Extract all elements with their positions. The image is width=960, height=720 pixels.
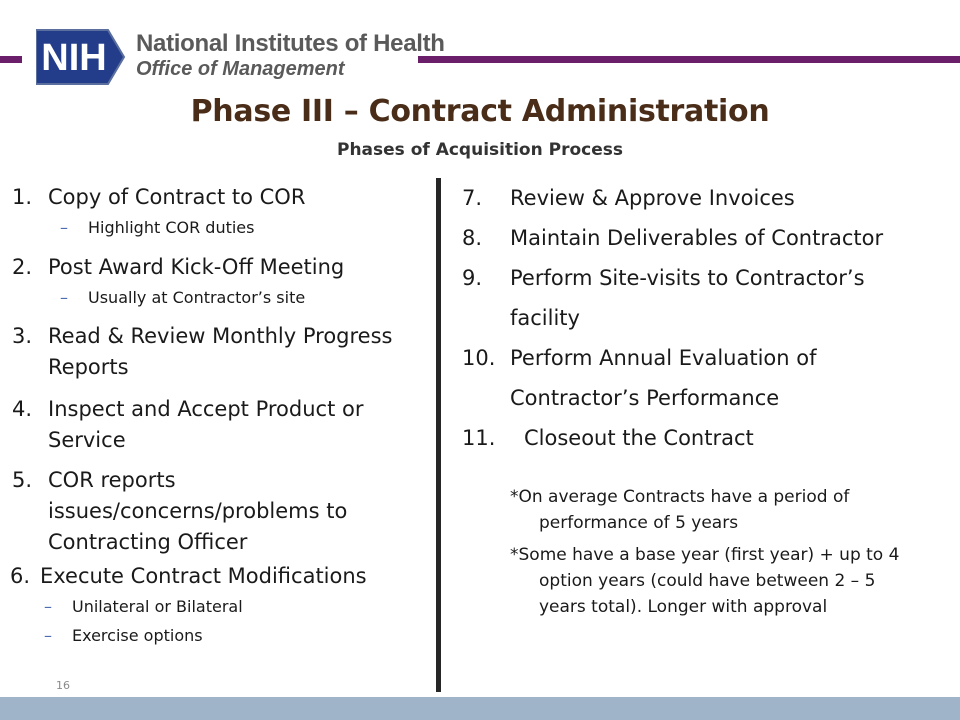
dash-bullet: – [60,288,68,307]
list-item-8 [462,218,883,258]
list-item-text: Inspect and Accept Product or [48,397,364,421]
list-item-text: Contractor’s Performance [510,386,780,410]
list-item-3 [12,321,392,383]
list-item-text: Copy of Contract to COR [48,185,306,209]
header-accent-line-left [0,56,22,63]
list-item-text: facility [510,306,580,330]
note-text: *Some have a base year (first year) + up to 4 [510,545,900,565]
page-subtitle: Phases of Acquisition Process [336,140,623,160]
dash-bullet: – [44,626,52,645]
list-item-text: Reports [48,355,129,379]
nih-logo-mark [36,28,132,86]
sub-item-text: Unilateral or Bilateral [72,597,243,616]
list-item-text: Maintain Deliverables of Contractor [510,226,884,250]
note-text: *On average Contracts have a period of [510,487,850,507]
sub-item [44,625,203,647]
sub-item [60,287,305,309]
column-divider [436,178,441,692]
list-item-text: Post Award Kick-Off Meeting [48,255,345,279]
list-item-9 [462,258,865,338]
note-base-year [510,542,899,620]
list-number: 2. [12,255,33,279]
list-number: 5. [12,468,33,492]
list-item-text: Read & Review Monthly Progress [48,324,393,348]
sub-item-text: Highlight COR duties [88,218,255,237]
note-text: performance of 5 years [539,513,739,533]
list-item-text: Contracting Officer [48,530,248,554]
sub-item [60,217,254,239]
list-item-text: Perform Site-visits to Contractor’s [510,266,865,290]
list-item-text: Execute Contract Modifications [40,564,367,588]
page-number: 16 [56,679,70,692]
page-title: Phase III – Contract Administration [190,94,770,129]
list-number: 9. [462,266,483,290]
list-item-6 [10,561,367,592]
list-number: 1. [12,185,33,209]
list-item-text: COR reports [48,468,176,492]
list-number: 3. [12,324,33,348]
org-name: National Institutes of Health [136,30,445,57]
list-number: 8. [462,226,483,250]
nih-logo-letters: NIH [41,37,107,79]
list-number: 10. [462,346,496,370]
list-item-11 [462,418,754,458]
dash-bullet: – [60,218,68,237]
nih-logo [36,28,445,88]
list-item-10 [462,338,817,418]
sub-item-text: Usually at Contractor’s site [88,288,306,307]
list-number: 6. [10,564,31,588]
header-accent-line-right [418,56,960,63]
note-average-period [510,484,849,536]
note-text: years total). Longer with approval [539,597,828,617]
list-item-2 [12,252,344,283]
list-number: 4. [12,397,33,421]
list-number: 11. [462,426,496,450]
list-item-text: Review & Approve Invoices [510,186,795,210]
sub-item-text: Exercise options [72,626,203,645]
sub-item [44,596,243,618]
list-item-text: Perform Annual Evaluation of [510,346,817,370]
list-item-text: Closeout the Contract [524,426,754,450]
list-item-text: Service [48,428,126,452]
list-item-5 [12,465,347,558]
list-item-1 [12,182,305,213]
org-subname: Office of Management [136,58,345,80]
list-item-7 [462,178,795,218]
list-item-4 [12,394,363,456]
dash-bullet: – [44,597,52,616]
list-number: 7. [462,186,483,210]
note-text: option years (could have between 2 – 5 [539,571,876,591]
list-item-text: issues/concerns/problems to [48,499,348,523]
footer-bar [0,697,960,720]
